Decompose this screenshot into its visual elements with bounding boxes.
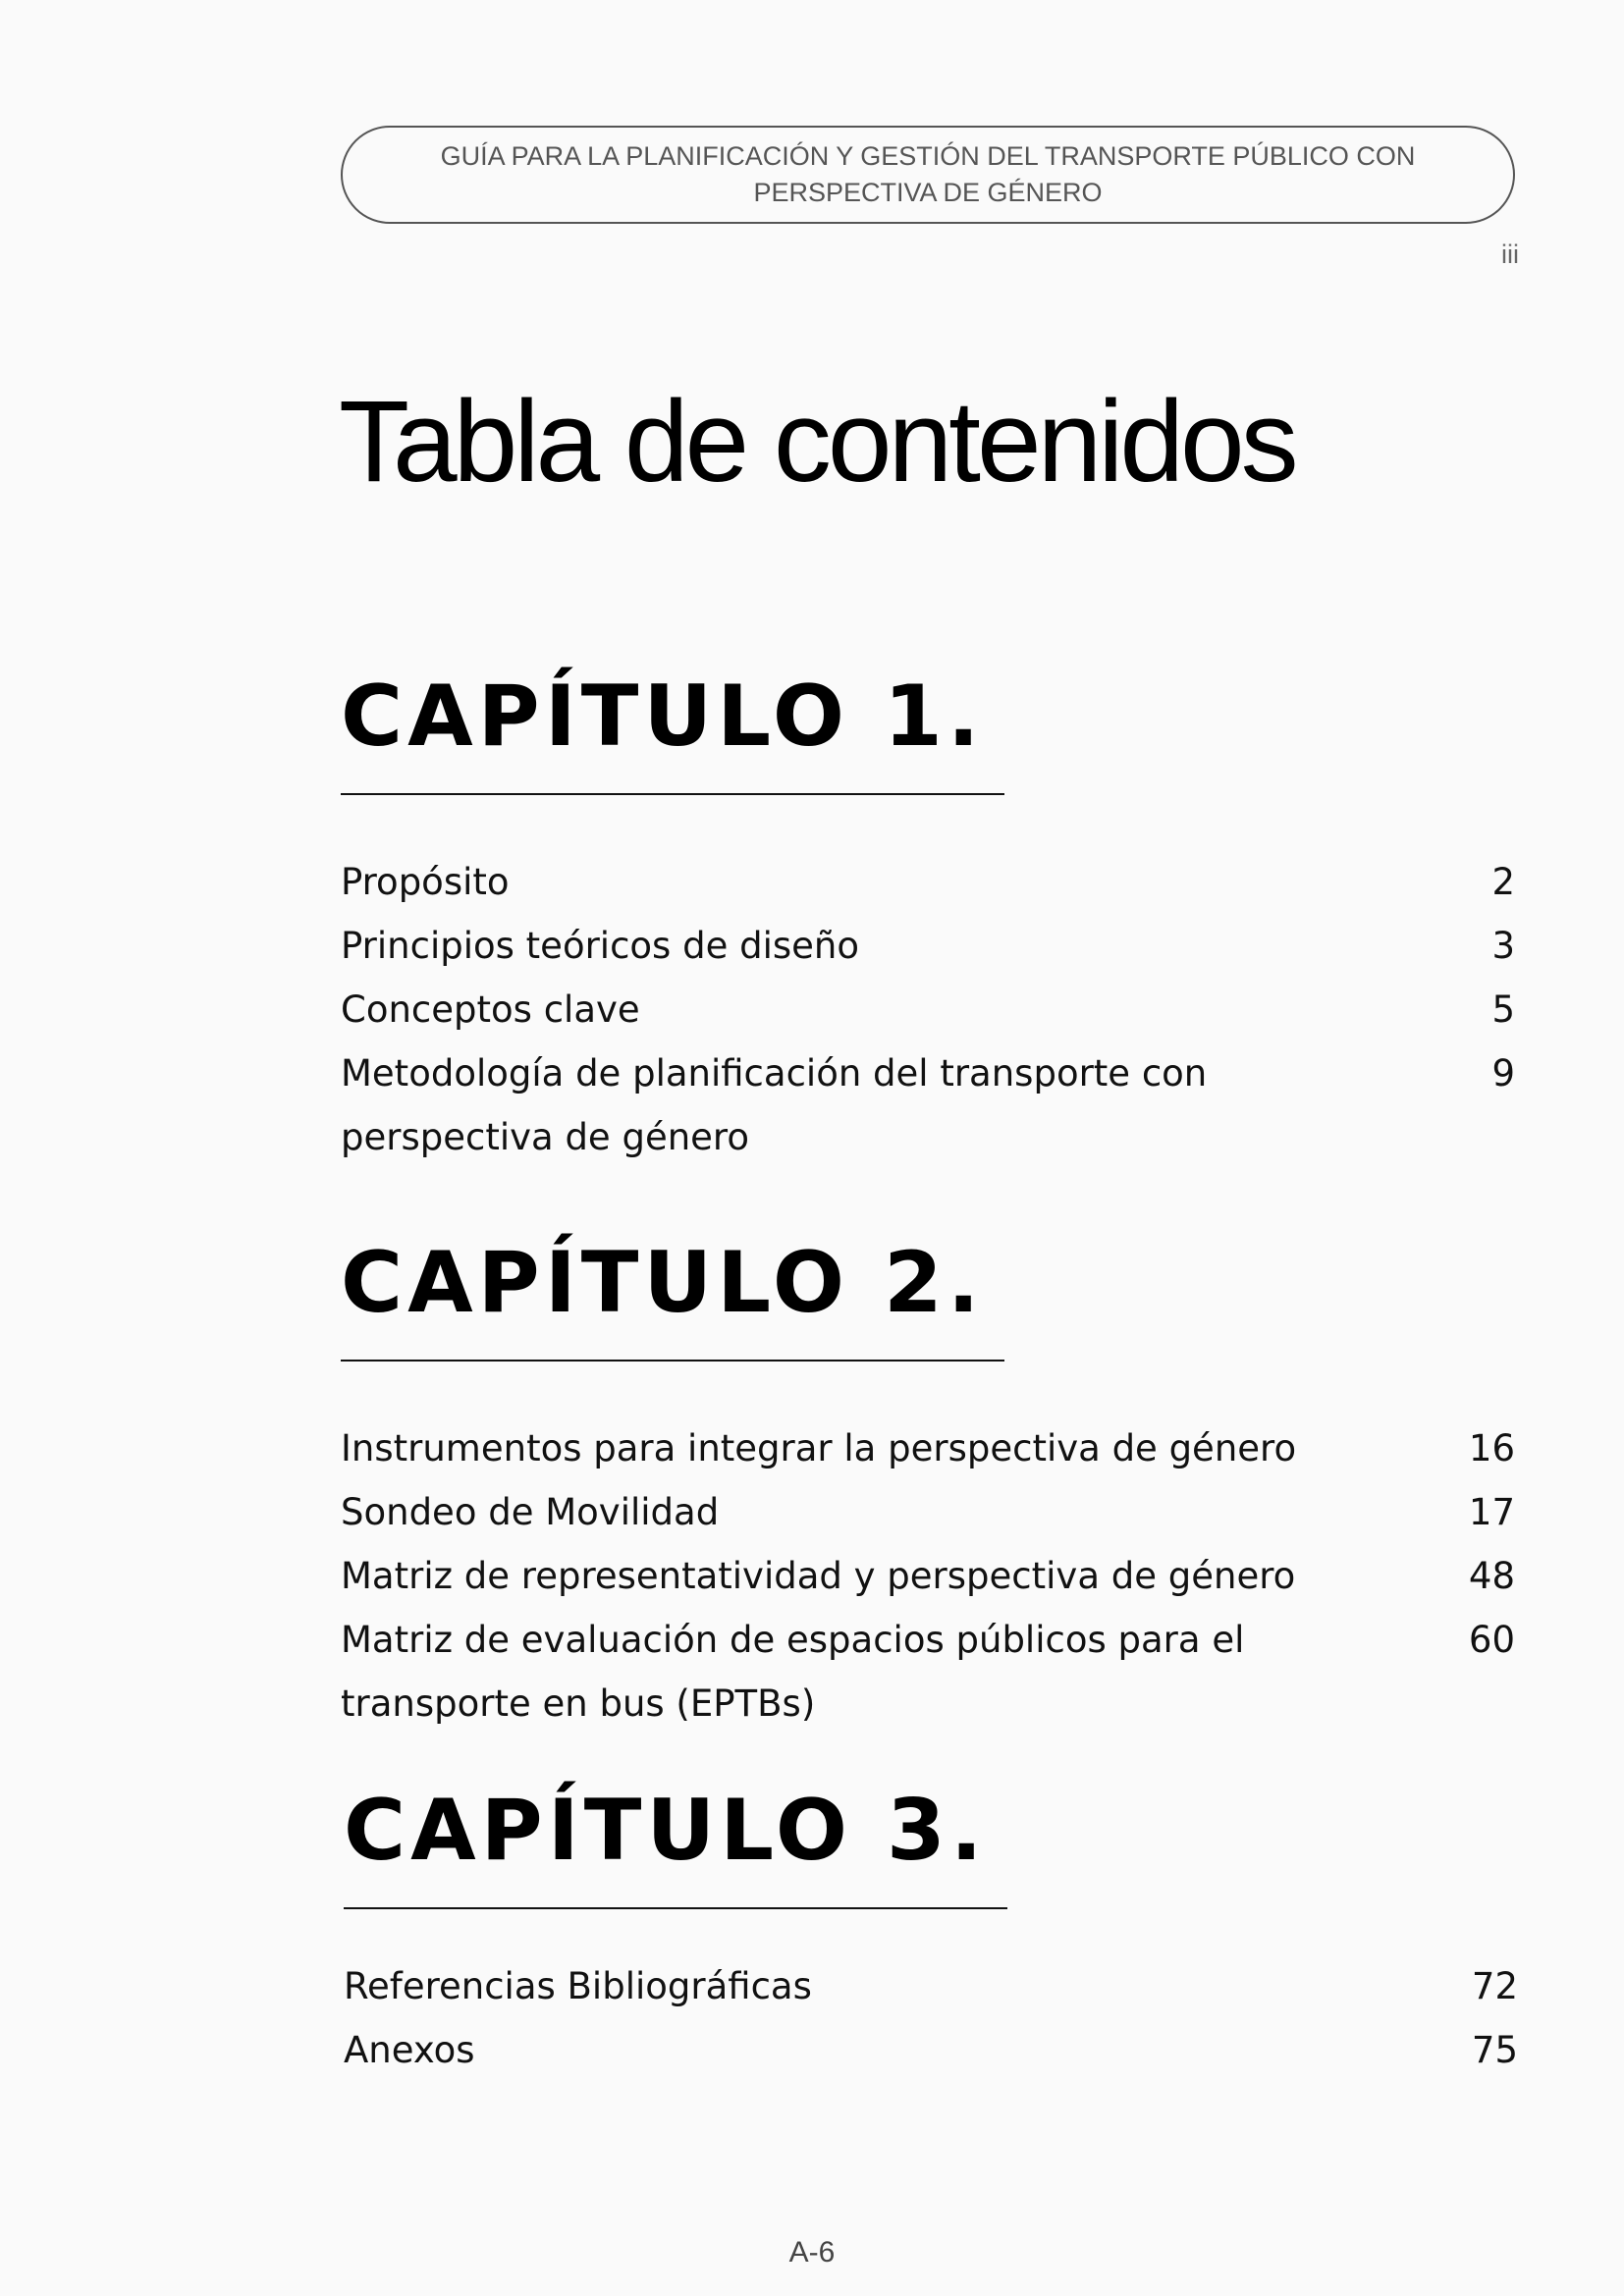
toc-entry-page: 48 — [1468, 1555, 1515, 1597]
toc-entry-title: Referencias Bibliográficas — [344, 1965, 812, 2007]
chapter-divider — [344, 1907, 1007, 1909]
toc-entry[interactable] — [344, 2018, 1518, 2082]
toc-entry-page: 5 — [1491, 988, 1515, 1031]
toc-entry-title: Anexos — [344, 2029, 475, 2071]
page-title: Tabla de contenidos — [339, 377, 1295, 507]
chapter-heading: CAPÍTULO 2. — [341, 1234, 985, 1332]
chapter-entries — [341, 1416, 1515, 1735]
page-footer-label: A-6 — [788, 2236, 836, 2269]
toc-entry[interactable] — [341, 1480, 1515, 1544]
chapter-divider — [341, 793, 1004, 795]
chapter-heading: CAPÍTULO 3. — [344, 1782, 988, 1880]
toc-entry[interactable] — [341, 1544, 1515, 1608]
toc-entry-page: 17 — [1468, 1491, 1515, 1533]
toc-entry[interactable] — [341, 1416, 1515, 1480]
chapter-entries — [341, 850, 1515, 1169]
toc-entry-title: Matriz de representatividad y perspectiva de género — [341, 1555, 1296, 1597]
toc-entry-title: Instrumentos para integrar la perspectiva de género — [341, 1427, 1297, 1469]
toc-entry-page: 2 — [1491, 861, 1515, 903]
toc-entry-page: 75 — [1471, 2029, 1518, 2071]
chapter-3 — [344, 1782, 1518, 2071]
toc-entry-title: Metodología de planificación del transporte con perspectiva de género — [341, 1052, 1208, 1158]
toc-entry[interactable] — [341, 978, 1515, 1041]
toc-entry-title: Principios teóricos de diseño — [341, 925, 859, 967]
toc-entry[interactable] — [341, 1041, 1515, 1169]
page-number-roman: iii — [1501, 240, 1519, 269]
toc-entry[interactable] — [341, 850, 1515, 914]
toc-entry-page: 72 — [1471, 1965, 1518, 2007]
chapter-2 — [341, 1234, 1515, 1725]
chapter-entries — [344, 1954, 1518, 2082]
header-line-2: PERSPECTIVA DE GÉNERO — [753, 178, 1103, 207]
toc-entry-page: 9 — [1491, 1052, 1515, 1095]
toc-entry[interactable] — [341, 1608, 1515, 1735]
toc-entry-title: Conceptos clave — [341, 988, 640, 1031]
toc-entry[interactable] — [344, 1954, 1518, 2018]
toc-entry-page: 60 — [1468, 1619, 1515, 1661]
chapter-heading: CAPÍTULO 1. — [341, 667, 985, 766]
chapter-divider — [341, 1360, 1004, 1362]
toc-entry-page: 3 — [1491, 925, 1515, 967]
toc-entry-title: Matriz de evaluación de espacios públicos para el transporte en bus (EPTBs) — [341, 1619, 1245, 1725]
running-header — [341, 126, 1515, 224]
toc-entry-page: 16 — [1468, 1427, 1515, 1469]
chapter-1 — [341, 667, 1515, 1158]
header-line-1: GUÍA PARA LA PLANIFICACIÓN Y GESTIÓN DEL TRANSPORTE PÚBLICO CON — [440, 141, 1416, 171]
toc-entry[interactable] — [341, 914, 1515, 978]
toc-entry-title: Propósito — [341, 861, 510, 903]
toc-entry-title: Sondeo de Movilidad — [341, 1491, 720, 1533]
